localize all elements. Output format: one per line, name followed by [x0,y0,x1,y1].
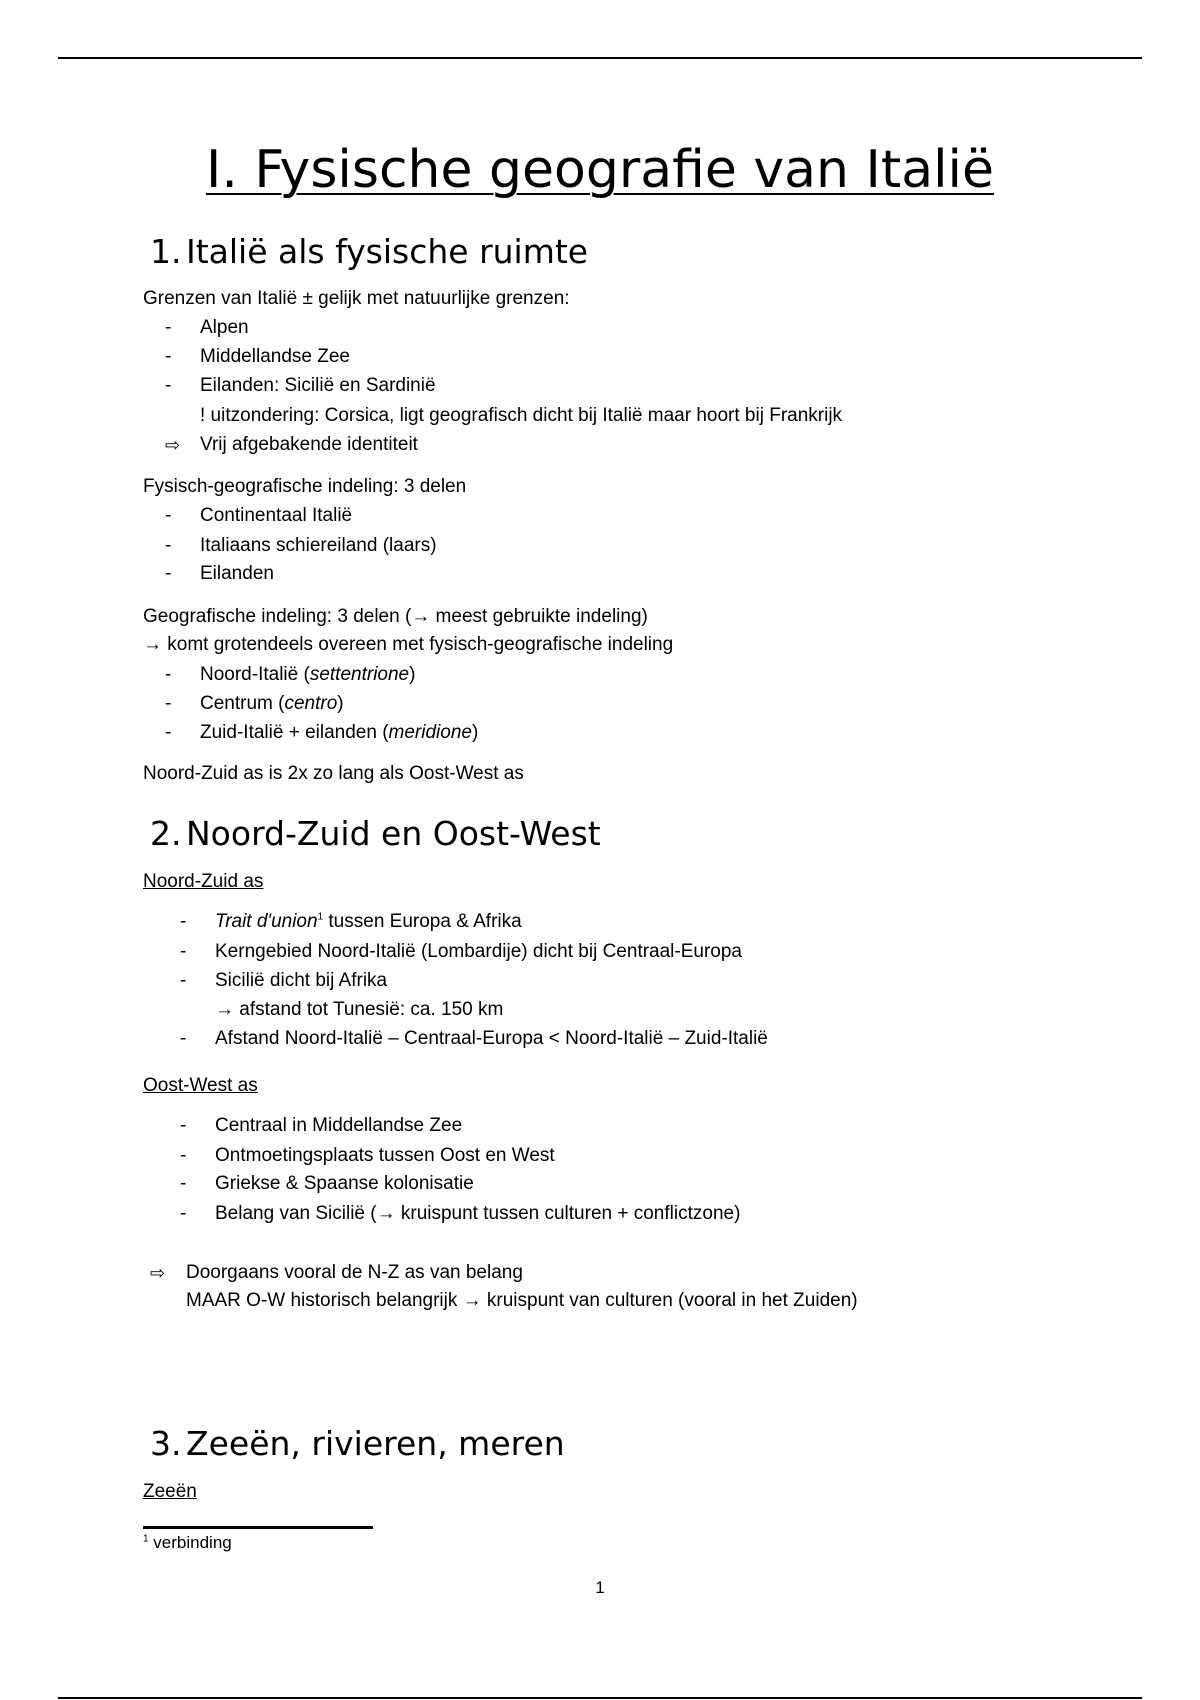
conclusie-1: Vrij afgebakende identiteit [200,434,418,455]
conclusie-2a: Doorgaans vooral de N-Z as van belang [186,1262,523,1283]
bullet: - [180,1203,187,1224]
page-number: 1 [595,1578,605,1597]
bullet: - [180,1145,187,1166]
bullet: - [180,970,187,991]
zeeen-label: Zeeën [143,1481,197,1502]
ow-label: Oost-West as [143,1075,258,1096]
list-item: Eilanden: Sicilië en Sardinië [200,375,436,396]
bullet: - [165,346,172,367]
footer-rule [58,1697,1142,1699]
list-subitem: → afstand tot Tunesië: ca. 150 km [215,999,504,1020]
footnote: $^1$ verbinding [143,1533,232,1552]
conclusie-2b: MAAR O-W historisch belangrijk → kruispunt van culturen (vooral in het Zuiden) [186,1290,858,1311]
list-item: Centrum (centro) [200,693,344,714]
list-item: Continentaal Italië [200,505,353,526]
section-2-heading: 2. Noord-Zuid en Oost-West [150,814,601,853]
list-item: Noord-Italië (settentrione) [200,664,416,685]
bullet: - [180,911,187,932]
list-item: Griekse & Spaanse kolonisatie [215,1173,474,1194]
bullet: - [165,375,172,396]
geo-note: → komt grotendeels overeen met fysisch-geografische indeling [143,634,674,655]
nz-label: Noord-Zuid as [143,871,264,892]
list-item: Zuid-Italië + eilanden (meridione) [200,722,479,743]
list-item: Sicilië dicht bij Afrika [215,970,388,991]
bullet: - [180,941,187,962]
list-item: Centraal in Middellandse Zee [215,1115,463,1136]
fysisch-intro: Fysisch-geografische indeling: 3 delen [143,476,467,497]
list-item: Trait d'union$^1$ tussen Europa & Afrika [215,911,522,932]
list-item: Middellandse Zee [200,346,350,367]
bullet: - [165,664,172,685]
arrow-icon: ⇨ [150,1263,166,1283]
list-item: Afstand Noord-Italië – Centraal-Europa < Noord-Italië – Zuid-Italië [215,1028,768,1049]
list-item: Eilanden [200,563,274,584]
arrow-icon: ⇨ [165,435,181,455]
uitzondering-note: ! uitzondering: Corsica, ligt geografisch dicht bij Italië maar hoort bij Frankrijk [200,405,843,426]
footnote-ref[interactable]: 1 [317,911,324,923]
bullet: - [180,1115,187,1136]
bullet: - [180,1028,187,1049]
bullet: - [180,1173,187,1194]
bullet: - [165,317,172,338]
bullet: - [165,693,172,714]
section-1-heading: 1. Italië als fysische ruimte [150,232,589,271]
geo-intro: Geografische indeling: 3 delen (→ meest gebruikte indeling) [143,606,648,627]
bullet: - [165,505,172,526]
list-item: Belang van Sicilië (→ kruispunt tussen culturen + conflictzone) [215,1203,741,1224]
list-item: Italiaans schiereiland (laars) [200,535,437,556]
bullet: - [165,722,172,743]
bullet: - [165,563,172,584]
footnote-separator [143,1526,373,1529]
bullet: - [165,535,172,556]
section-3-heading: 3. Zeeën, rivieren, meren [150,1424,565,1463]
list-item: Kerngebied Noord-Italië (Lombardije) dicht bij Centraal-Europa [215,941,742,962]
page-title: I. Fysische geografie van Italië [206,140,994,200]
list-item: Ontmoetingsplaats tussen Oost en West [215,1145,555,1166]
grenzen-intro: Grenzen van Italië ± gelijk met natuurlijke grenzen: [143,288,570,309]
header-rule [58,57,1142,59]
as-note: Noord-Zuid as is 2x zo lang als Oost-West as [143,763,524,784]
list-item: Alpen [200,317,249,338]
